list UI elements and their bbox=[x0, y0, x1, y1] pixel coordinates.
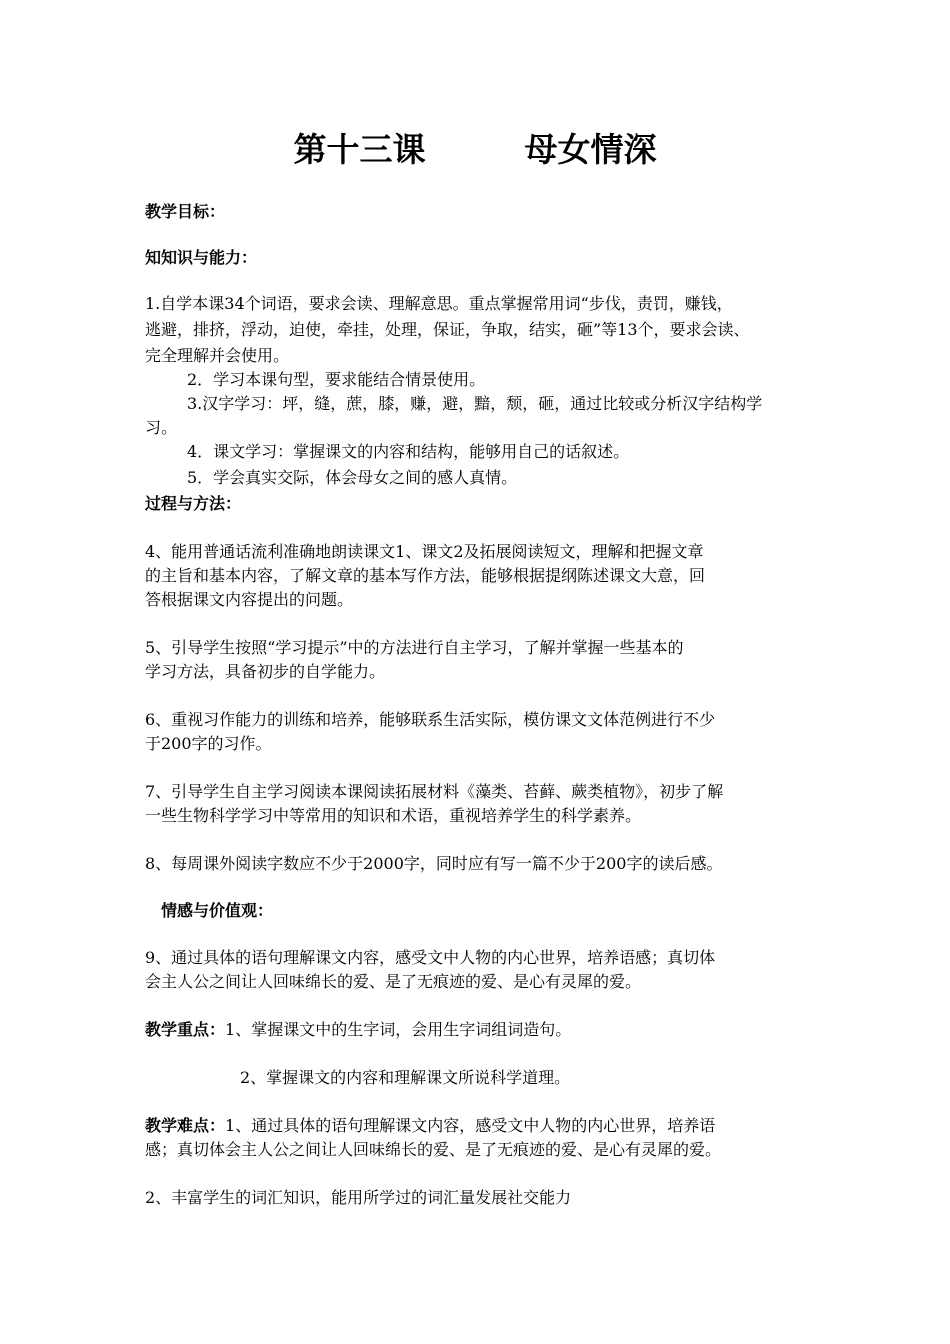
emotion-item-9-line-2: 会主人公之间让人回味绵长的爱、是了无痕迹的爱、是心有灵犀的爱。 bbox=[145, 972, 642, 991]
key-points-item-2: 2、掌握课文的内容和理解课文所说科学道理。 bbox=[240, 1068, 571, 1087]
difficulties-item-2: 2、丰富学生的词汇知识，能用所学过的词汇量发展社交能力 bbox=[145, 1188, 572, 1207]
process-item-8: 8、每周课外阅读字数应不少于2000字，同时应有写一篇不少于200字的读后感。 bbox=[145, 854, 723, 873]
knowledge-item-1-line-3: 完全理解并会使用。 bbox=[145, 346, 290, 365]
process-item-7-line-1: 7、引导学生自主学习阅读本课阅读拓展材料《藻类、苔藓、蕨类植物》，初步了解 bbox=[145, 782, 724, 801]
key-points-item-1: 1、掌握课文中的生字词，会用生字词组词造句。 bbox=[225, 1020, 572, 1039]
knowledge-item-2: 2．学习本课句型，要求能结合情景使用。 bbox=[187, 370, 486, 389]
difficulties-line-1 bbox=[145, 1114, 815, 1138]
process-item-4-line-1: 4、能用普通话流利准确地朗读课文1、课文2及拓展阅读短文，理解和把握文章 bbox=[145, 542, 704, 561]
knowledge-item-1-line-2: 逃避，排挤，浮动，迫使，牵挂，处理，保证，争取，结实，砸”等13个，要求会读、 bbox=[145, 320, 750, 339]
difficulties-item-1-second: 感；真切体会主人公之间让人回味绵长的爱、是了无痕迹的爱、是心有灵犀的爱。 bbox=[145, 1140, 722, 1159]
objectives-heading: 教学目标： bbox=[145, 202, 226, 221]
difficulties-label: 教学难点： bbox=[145, 1116, 226, 1135]
knowledge-item-3-line-1: 3.汉字学习：坪，缝，蔗，膝，赚，避，黯，颓，砸，通过比较或分析汉字结构学 bbox=[187, 394, 763, 413]
key-points-line-1 bbox=[145, 1018, 815, 1042]
process-heading: 过程与方法： bbox=[145, 494, 242, 513]
difficulties-item-1-first: 1、通过具体的语句理解课文内容，感受文中人物的内心世界，培养语 bbox=[225, 1116, 716, 1135]
process-item-6-line-1: 6、重视习作能力的训练和培养，能够联系生活实际，模仿课文文体范例进行不少 bbox=[145, 710, 716, 729]
knowledge-item-4: 4．课文学习：掌握课文的内容和结构，能够用自己的话叙述。 bbox=[187, 442, 630, 461]
knowledge-heading: 知知识与能力： bbox=[145, 248, 258, 267]
knowledge-item-5: 5．学会真实交际，体会母女之间的感人真情。 bbox=[187, 468, 518, 487]
knowledge-item-3-line-2: 习。 bbox=[145, 418, 178, 437]
process-item-4-line-2: 的主旨和基本内容，了解文章的基本写作方法，能够根据提纲陈述课文大意，回 bbox=[145, 566, 706, 585]
process-item-4-line-3: 答根据课文内容提出的问题。 bbox=[145, 590, 354, 609]
process-item-7-line-2: 一些生物科学学习中等常用的知识和术语，重视培养学生的科学素养。 bbox=[145, 806, 642, 825]
process-item-5-line-1: 5、引导学生按照“学习提示”中的方法进行自主学习，了解并掌握一些基本的 bbox=[145, 638, 684, 657]
knowledge-item-1-line-1: 1.自学本课34个词语，要求会读、理解意思。重点掌握常用词“步伐，责罚，赚钱， bbox=[145, 294, 733, 313]
process-item-6-line-2: 于200字的习作。 bbox=[145, 734, 272, 753]
process-item-5-line-2: 学习方法，具备初步的自学能力。 bbox=[145, 662, 386, 681]
emotion-heading: 情感与价值观： bbox=[161, 901, 274, 920]
key-points-label: 教学重点： bbox=[145, 1020, 226, 1039]
emotion-item-9-line-1: 9、通过具体的语句理解课文内容，感受文中人物的内心世界，培养语感；真切体 bbox=[145, 948, 716, 967]
lesson-title: 第十三课 母女情深 bbox=[293, 130, 657, 169]
